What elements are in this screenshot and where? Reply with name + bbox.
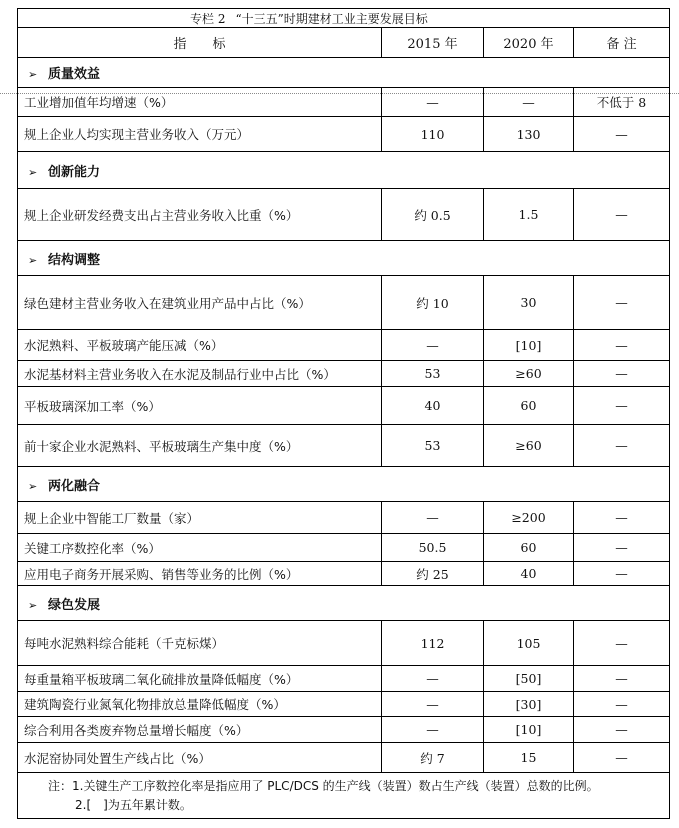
section-label: 两化融合 [48,478,101,494]
indicator-name: 每重量箱平板玻璃二氧化硫排放量降低幅度（%） [18,666,382,692]
section-title [18,152,670,189]
arrow-bullet-icon: ➢ [28,598,38,612]
indicator-name: 水泥熟料、平板玻璃产能压减（%） [18,330,382,361]
section-title [18,241,670,276]
section-label: 绿色发展 [48,597,101,613]
value-2015: — [382,692,484,717]
value-2020: 60 [484,534,574,562]
section-row [18,241,670,276]
remark-value: — [574,425,670,467]
value-2020: [50] [484,666,574,692]
remark-value: — [574,387,670,425]
indicator-name: 关键工序数控化率（%） [18,534,382,562]
value-2015: 112 [382,621,484,666]
table-row [18,562,670,586]
table-row [18,534,670,562]
value-2020: 40 [484,562,574,586]
section-title [18,586,670,621]
value-2020: 15 [484,743,574,773]
indicator-name: 工业增加值年均增速（%） [18,88,382,117]
remark-value: — [574,361,670,387]
value-2020: 130 [484,117,574,152]
indicator-name: 应用电子商务开展采购、销售等业务的比例（%） [18,562,382,586]
remark-value: — [574,666,670,692]
development-targets-table [17,8,670,819]
table-row [18,502,670,534]
value-2015: — [382,88,484,117]
indicator-name: 平板玻璃深加工率（%） [18,387,382,425]
table-row [18,666,670,692]
arrow-bullet-icon: ➢ [28,253,38,267]
header-2020: 2020 年 [484,28,574,58]
table-notes [18,773,670,819]
indicator-name: 建筑陶瓷行业氮氧化物排放总量降低幅度（%） [18,692,382,717]
table-row [18,189,670,241]
value-2015: — [382,666,484,692]
remark-value: — [574,189,670,241]
value-2015: — [382,502,484,534]
table-row [18,717,670,743]
value-2015: 53 [382,425,484,467]
remark-value: — [574,534,670,562]
table-row [18,117,670,152]
arrow-bullet-icon: ➢ [28,479,38,493]
table-caption [18,9,670,28]
value-2015: 约 10 [382,276,484,330]
value-2015: 50.5 [382,534,484,562]
indicator-name: 规上企业人均实现主营业务收入（万元） [18,117,382,152]
indicator-name: 绿色建材主营业务收入在建筑业用产品中占比（%） [18,276,382,330]
section-label: 质量效益 [48,67,101,82]
table-body [18,58,670,773]
remark-value: — [574,743,670,773]
remark-value: — [574,276,670,330]
remark-value: — [574,117,670,152]
remark-value: — [574,562,670,586]
value-2020: 60 [484,387,574,425]
section-title [18,58,670,88]
remark-value: 不低于 8 [574,88,670,117]
value-2020: [10] [484,330,574,361]
value-2015: 约 25 [382,562,484,586]
value-2015: 约 0.5 [382,189,484,241]
arrow-bullet-icon: ➢ [28,165,38,179]
section-title [18,467,670,502]
remark-value: — [574,330,670,361]
indicator-name: 综合利用各类废弃物总量增长幅度（%） [18,717,382,743]
value-2020: ≥60 [484,361,574,387]
header-remark: 备 注 [574,28,670,58]
table-row [18,621,670,666]
value-2020: ≥200 [484,502,574,534]
value-2015: — [382,330,484,361]
remark-value: — [574,502,670,534]
table-row [18,425,670,467]
value-2020: [10] [484,717,574,743]
note-line-2: 2.[ ]为五年累计数。 [75,798,192,812]
value-2015: — [382,717,484,743]
table-row [18,361,670,387]
indicator-name: 规上企业中智能工厂数量（家） [18,502,382,534]
remark-value: — [574,621,670,666]
table-row [18,276,670,330]
section-row [18,58,670,88]
section-row [18,467,670,502]
table-row [18,692,670,717]
value-2015: 53 [382,361,484,387]
value-2020: [30] [484,692,574,717]
table-row [18,743,670,773]
table-row [18,88,670,117]
remark-value: — [574,717,670,743]
table-row [18,387,670,425]
arrow-bullet-icon: ➢ [28,68,38,81]
section-label: 结构调整 [48,252,101,268]
remark-value: — [574,692,670,717]
caption-title: “十三五”时期建材工业主要发展目标 [235,11,428,26]
section-label: 创新能力 [48,164,101,180]
value-2015: 约 7 [382,743,484,773]
value-2020: 30 [484,276,574,330]
value-2020: ≥60 [484,425,574,467]
header-row [18,28,670,58]
indicator-name: 规上企业研发经费支出占主营业务收入比重（%） [18,189,382,241]
value-2020: — [484,88,574,117]
section-row [18,586,670,621]
header-indicator: 指 标 [18,28,382,58]
note-line-1: 注：1.关键生产工序数控化率是指应用了 PLC/DCS 的生产线（装置）数占生产线（装置）总数的比例。 [48,779,599,793]
caption-label: 专栏 2 [190,11,226,26]
value-2015: 110 [382,117,484,152]
indicator-name: 前十家企业水泥熟料、平板玻璃生产集中度（%） [18,425,382,467]
value-2020: 105 [484,621,574,666]
indicator-name: 水泥窑协同处置生产线占比（%） [18,743,382,773]
indicator-name: 水泥基材料主营业务收入在水泥及制品行业中占比（%） [18,361,382,387]
header-2015: 2015 年 [382,28,484,58]
section-row [18,152,670,189]
value-2015: 40 [382,387,484,425]
table-row [18,330,670,361]
indicator-name: 每吨水泥熟料综合能耗（千克标煤） [18,621,382,666]
value-2020: 1.5 [484,189,574,241]
